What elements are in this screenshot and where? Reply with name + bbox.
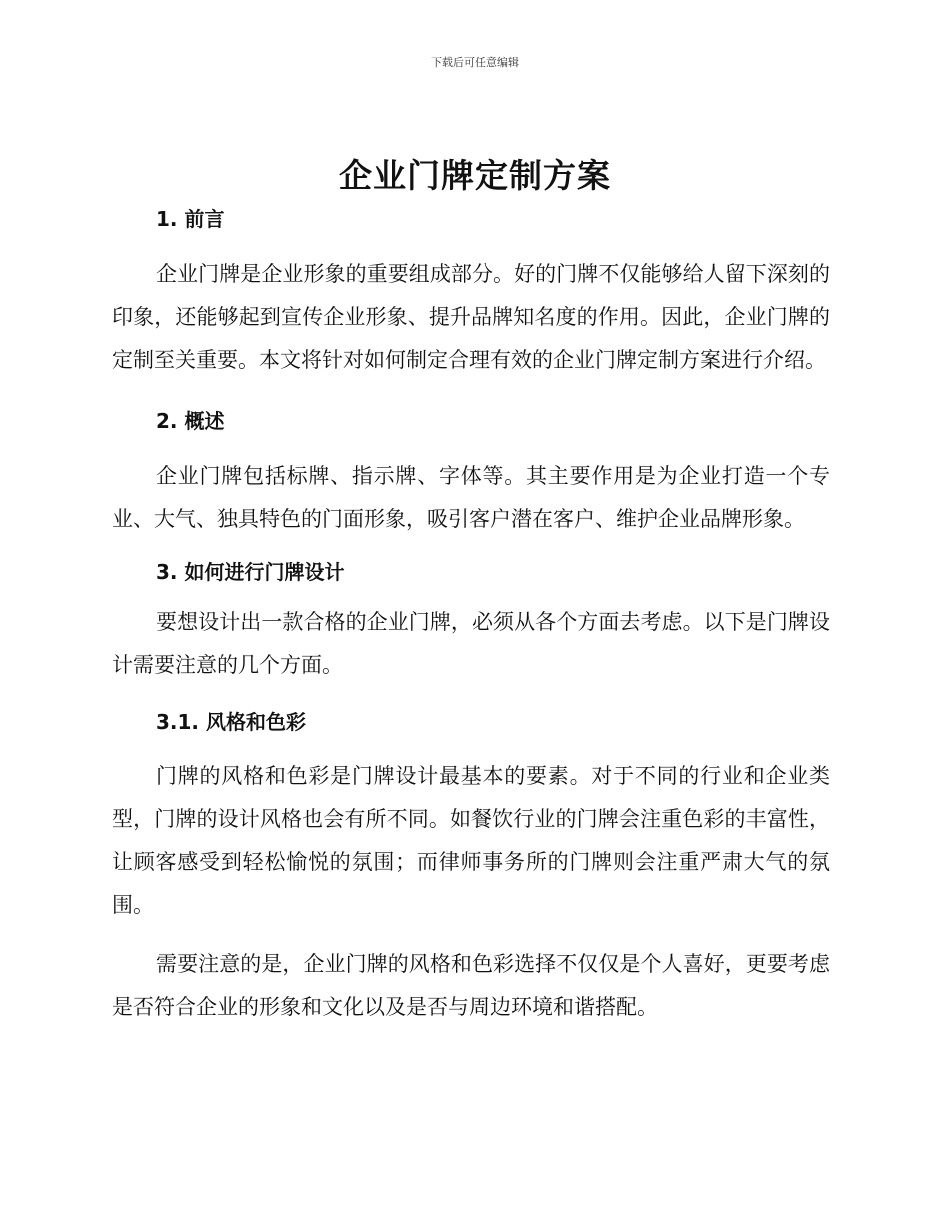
- section-heading-style-color: 3.1. 风格和色彩: [156, 710, 306, 734]
- paragraph-style-color-2: 需要注意的是，企业门牌的风格和色彩选择不仅仅是个人喜好，更要考虑是否符合企业的形象和文化以及是否与周边环境和谐搭配。: [112, 952, 830, 1019]
- document-body: [112, 200, 830, 1029]
- section-heading-preface: 1. 前言: [156, 207, 225, 231]
- section-heading-overview: 2. 概述: [156, 409, 225, 433]
- paragraph-preface: 企业门牌是企业形象的重要组成部分。好的门牌不仅能够给人留下深刻的印象，还能够起到宣传企业形象、提升品牌知名度的作用。因此，企业门牌的定制至关重要。本文将针对如何制定合理有效的企业门牌定制方案进行介绍。: [112, 262, 830, 372]
- page-header-note: 下载后可任意编辑: [431, 56, 519, 69]
- paragraph-style-color-1: 门牌的风格和色彩是门牌设计最基本的要素。对于不同的行业和企业类型，门牌的设计风格也会有所不同。如餐饮行业的门牌会注重色彩的丰富性，让顾客感受到轻松愉悦的氛围；而律师事务所的门牌则会注重严肃大气的氛围。: [112, 764, 830, 917]
- paragraph-design: 要想设计出一款合格的企业门牌，必须从各个方面去考虑。以下是门牌设计需要注意的几个方面。: [112, 610, 830, 677]
- paragraph-overview: 企业门牌包括标牌、指示牌、字体等。其主要作用是为企业打造一个专业、大气、独具特色的门面形象，吸引客户潜在客户、维护企业品牌形象。: [112, 464, 830, 531]
- section-heading-design: 3. 如何进行门牌设计: [156, 560, 345, 584]
- document-title: 企业门牌定制方案: [339, 156, 611, 195]
